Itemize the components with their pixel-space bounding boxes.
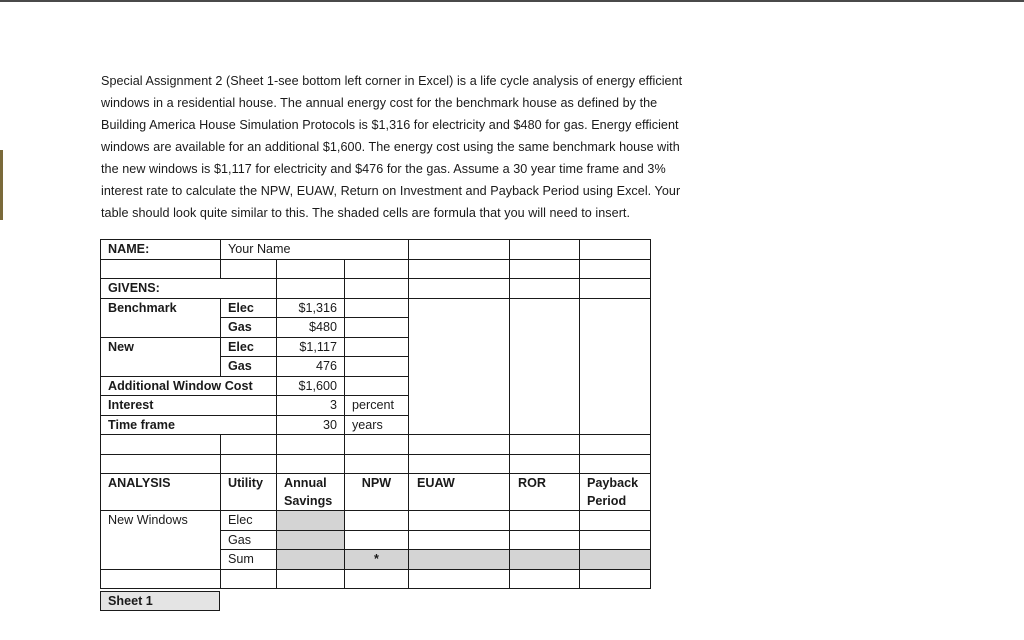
new-elec-value-cell[interactable]: $1,117 [277,337,345,357]
empty-cell[interactable] [510,569,580,589]
empty-cell[interactable] [409,511,510,531]
empty-cell[interactable] [409,337,510,357]
annual-savings-header-cell[interactable]: Annual Savings [277,474,345,511]
empty-cell[interactable] [101,569,221,589]
empty-cell[interactable] [409,396,510,416]
annual-savings-sum-cell[interactable] [277,550,345,570]
empty-cell[interactable] [101,550,221,570]
empty-cell[interactable] [221,454,277,474]
annual-savings-elec-cell[interactable] [277,511,345,531]
empty-cell[interactable] [345,569,409,589]
empty-cell[interactable] [101,259,221,279]
table-row [101,318,651,338]
table-row [101,240,651,260]
interest-value-cell[interactable]: 3 [277,396,345,416]
instructions-line: Building America House Simulation Protocols is $1,316 for electricity and $480 for gas. Energy efficient [101,118,679,132]
empty-cell[interactable] [277,259,345,279]
table-row [101,396,651,416]
empty-cell[interactable] [510,415,580,435]
empty-cell[interactable] [580,530,651,550]
additional-cost-value-cell[interactable]: $1,600 [277,376,345,396]
empty-cell[interactable] [409,259,510,279]
empty-cell[interactable] [580,279,651,299]
empty-cell[interactable] [510,396,580,416]
empty-cell[interactable] [580,318,651,338]
payback-sum-cell[interactable] [580,550,651,570]
empty-cell[interactable] [510,435,580,455]
empty-cell[interactable] [580,337,651,357]
new-windows-label-cell[interactable]: New Windows [101,511,221,531]
analysis-gas-cell[interactable]: Gas [221,530,277,550]
empty-cell[interactable] [409,357,510,377]
empty-cell[interactable] [510,240,580,260]
table-row [101,454,651,474]
timeframe-label-cell[interactable]: Time frame [101,415,277,435]
euaw-sum-cell[interactable] [409,550,510,570]
utility-gas-cell[interactable]: Gas [221,357,277,377]
name-label-cell[interactable]: NAME: [101,240,221,260]
utility-header-cell[interactable]: Utility [221,474,277,511]
empty-cell[interactable] [277,279,345,299]
table-row [101,569,651,589]
table-row [101,279,651,299]
assignment-instructions [101,70,761,224]
empty-cell[interactable] [409,415,510,435]
empty-cell[interactable] [580,415,651,435]
table-row [101,376,651,396]
table-row [101,357,651,377]
table-row [101,530,651,550]
empty-cell[interactable] [580,376,651,396]
empty-cell[interactable] [345,376,409,396]
benchmark-gas-value-cell[interactable]: $480 [277,318,345,338]
empty-cell[interactable] [409,279,510,299]
new-gas-value-cell[interactable]: 476 [277,357,345,377]
table-row [101,474,651,511]
empty-cell[interactable] [345,318,409,338]
empty-cell[interactable] [277,435,345,455]
top-border-line [0,0,1024,2]
empty-cell[interactable] [345,259,409,279]
empty-cell[interactable] [580,298,651,318]
empty-cell[interactable] [580,396,651,416]
empty-cell[interactable] [221,569,277,589]
empty-cell[interactable] [409,298,510,318]
empty-cell[interactable] [409,530,510,550]
empty-cell[interactable] [101,435,221,455]
table-row [101,259,651,279]
empty-cell[interactable] [580,259,651,279]
empty-cell[interactable] [510,279,580,299]
analysis-sum-cell[interactable]: Sum [221,550,277,570]
spreadsheet-table [100,239,651,589]
utility-gas-cell[interactable]: Gas [221,318,277,338]
payback-header-cell[interactable]: Payback Period [580,474,651,511]
empty-cell[interactable] [510,376,580,396]
npw-header-cell[interactable]: NPW [345,474,409,511]
empty-cell[interactable] [345,454,409,474]
empty-cell[interactable] [409,240,510,260]
left-edge-marker [0,150,3,220]
annual-savings-gas-cell[interactable] [277,530,345,550]
empty-cell[interactable] [101,454,221,474]
benchmark-elec-value-cell[interactable]: $1,316 [277,298,345,318]
empty-cell[interactable] [409,435,510,455]
empty-cell[interactable] [510,357,580,377]
empty-cell[interactable] [510,530,580,550]
empty-cell[interactable] [345,357,409,377]
instructions-line: windows in a residential house. The annual energy cost for the benchmark house as defined by the [101,96,658,110]
empty-cell[interactable] [510,298,580,318]
empty-cell[interactable] [580,240,651,260]
empty-cell[interactable] [510,337,580,357]
instructions-line: windows are available for an additional $1,600. The energy cost using the same benchmark house with [101,140,680,154]
empty-cell[interactable] [580,454,651,474]
timeframe-value-cell[interactable]: 30 [277,415,345,435]
empty-cell[interactable] [221,279,277,299]
analysis-elec-cell[interactable]: Elec [221,511,277,531]
table-row [101,415,651,435]
instructions-line: table should look quite similar to this. The shaded cells are formula that you will need to insert. [101,206,631,220]
instructions-line: Special Assignment 2 (Sheet 1-see bottom left corner in Excel) is a life cycle analysis of energy efficient [101,74,683,88]
empty-cell[interactable] [101,357,221,377]
additional-cost-label-cell[interactable]: Additional Window Cost [101,376,277,396]
instructions-line: the new windows is $1,117 for electricity and $476 for the gas. Assume a 30 year time frame and 3% [101,162,666,176]
empty-cell[interactable] [345,511,409,531]
new-label-cell[interactable]: New [101,337,221,357]
euaw-header-cell[interactable]: EUAW [409,474,510,511]
interest-label-cell[interactable]: Interest [101,396,277,416]
npw-sum-cell[interactable]: * [345,550,409,570]
timeframe-unit-cell[interactable]: years [345,415,409,435]
empty-cell[interactable] [345,337,409,357]
empty-cell[interactable] [510,318,580,338]
empty-cell[interactable] [345,298,409,318]
empty-cell[interactable] [580,357,651,377]
empty-cell[interactable] [277,454,345,474]
empty-cell[interactable] [510,511,580,531]
empty-cell[interactable] [409,318,510,338]
empty-cell[interactable] [345,279,409,299]
ror-sum-cell[interactable] [510,550,580,570]
empty-cell[interactable] [409,376,510,396]
empty-cell[interactable] [101,530,221,550]
empty-cell[interactable] [345,435,409,455]
analysis-label-cell[interactable]: ANALYSIS [101,474,221,511]
name-value-cell[interactable]: Your Name [221,240,409,260]
empty-cell[interactable] [101,318,221,338]
empty-cell[interactable] [409,454,510,474]
utility-elec-cell[interactable]: Elec [221,298,277,318]
empty-cell[interactable] [580,435,651,455]
empty-cell[interactable] [221,435,277,455]
empty-cell[interactable] [409,569,510,589]
ror-header-cell[interactable]: ROR [510,474,580,511]
interest-unit-cell[interactable]: percent [345,396,409,416]
empty-cell[interactable] [580,511,651,531]
table-row [101,550,651,570]
empty-cell[interactable] [510,454,580,474]
sheet-tab[interactable]: Sheet 1 [100,591,220,611]
table-row [101,511,651,531]
empty-cell[interactable] [510,259,580,279]
empty-cell[interactable] [221,259,277,279]
table-row [101,298,651,318]
table-row [101,337,651,357]
utility-elec-cell[interactable]: Elec [221,337,277,357]
empty-cell[interactable] [277,569,345,589]
empty-cell[interactable] [580,569,651,589]
empty-cell[interactable] [345,530,409,550]
table-row [101,435,651,455]
givens-label-cell[interactable]: GIVENS: [101,279,221,299]
instructions-line: interest rate to calculate the NPW, EUAW, Return on Investment and Payback Period using Excel. Your [101,184,681,198]
benchmark-label-cell[interactable]: Benchmark [101,298,221,318]
